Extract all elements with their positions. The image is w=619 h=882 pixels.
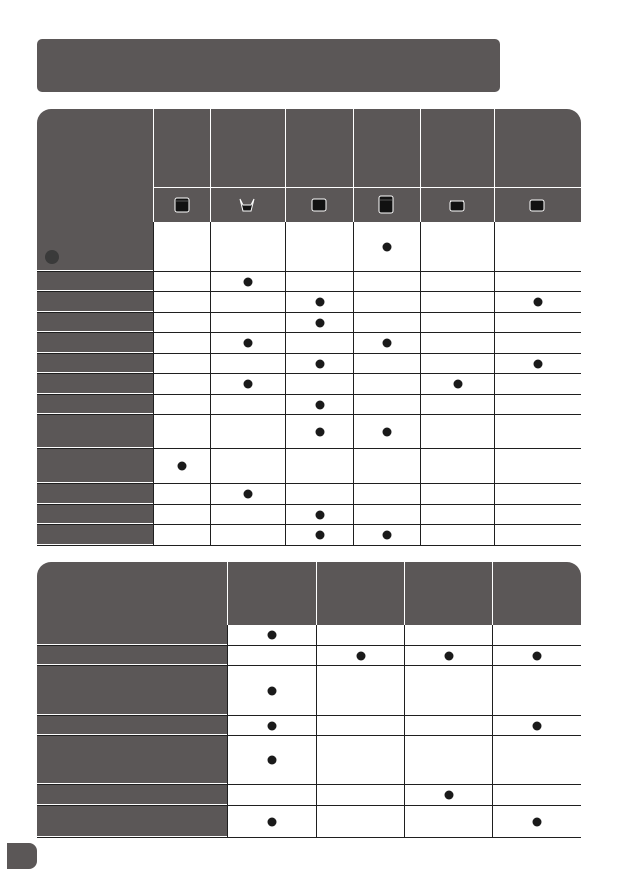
- table-cell: [285, 449, 353, 483]
- table-cell: [227, 806, 316, 837]
- table-cell: [285, 272, 353, 291]
- table-cell: [153, 415, 210, 448]
- table-cell: [404, 736, 492, 784]
- table-cell: [210, 505, 285, 524]
- check-dot: [534, 359, 543, 368]
- check-dot: [533, 721, 542, 730]
- check-dot: [383, 427, 392, 436]
- check-dot: [383, 242, 392, 251]
- row-label-cell: [37, 736, 227, 784]
- table-row: [37, 646, 581, 666]
- check-dot: [268, 756, 277, 765]
- accessory-table: [37, 562, 581, 838]
- tall-bowl-icon: [377, 195, 395, 215]
- table-cell: [420, 292, 494, 312]
- table-row: [37, 222, 581, 272]
- table-cell: [353, 292, 420, 312]
- table-cell: [353, 505, 420, 524]
- table-cell: [420, 374, 494, 394]
- table-cell: [316, 646, 404, 665]
- row-label-cell: [37, 313, 153, 332]
- check-dot: [534, 298, 543, 307]
- check-dot: [178, 462, 187, 471]
- table-cell: [492, 646, 581, 665]
- table-cell: [285, 292, 353, 312]
- table-row: [37, 736, 581, 785]
- table-cell: [404, 785, 492, 805]
- table-cell: [227, 785, 316, 805]
- table-cell: [153, 525, 210, 545]
- table-cell: [353, 313, 420, 332]
- row-label-cell: [37, 625, 227, 645]
- table-row: [37, 333, 581, 354]
- table-cell: [285, 395, 353, 414]
- row-label-cell: [37, 222, 153, 271]
- v-bowl-icon: [238, 196, 256, 214]
- table-cell: [153, 272, 210, 291]
- table-row: [37, 716, 581, 736]
- table-cell: [316, 785, 404, 805]
- table-header: [37, 562, 581, 625]
- check-dot: [268, 686, 277, 695]
- tall-bowl-icon: [173, 196, 191, 214]
- table-cell: [420, 484, 494, 504]
- program-bowl-table: [37, 109, 581, 544]
- table-cell: [494, 415, 581, 448]
- check-dot: [453, 380, 462, 389]
- table-cell: [494, 505, 581, 524]
- page-number-tab: [7, 843, 37, 869]
- row-label-cell: [37, 395, 153, 414]
- table-row: [37, 415, 581, 449]
- table-cell: [420, 222, 494, 271]
- row-label-cell: [37, 525, 153, 545]
- check-dot: [533, 651, 542, 660]
- table-cell: [492, 666, 581, 715]
- table-cell: [153, 449, 210, 483]
- table-row: [37, 505, 581, 525]
- check-dot: [383, 339, 392, 348]
- check-dot: [268, 631, 277, 640]
- table-cell: [353, 484, 420, 504]
- check-dot: [315, 427, 324, 436]
- check-dot: [268, 721, 277, 730]
- table-row: [37, 354, 581, 374]
- table-cell: [227, 716, 316, 735]
- table-cell: [494, 449, 581, 483]
- table-cell: [285, 333, 353, 353]
- table-cell: [404, 625, 492, 645]
- table-cell: [210, 484, 285, 504]
- table-row: [37, 625, 581, 646]
- row-label-cell: [37, 272, 153, 291]
- table-cell: [494, 313, 581, 332]
- table-header: [37, 109, 581, 222]
- row-label-cell: [37, 666, 227, 715]
- table-cell: [404, 716, 492, 735]
- table-cell: [227, 625, 316, 645]
- table-cell: [494, 395, 581, 414]
- table-row: [37, 666, 581, 716]
- table-cell: [285, 484, 353, 504]
- table-row: [37, 525, 581, 546]
- table-cell: [285, 354, 353, 373]
- table-cell: [285, 525, 353, 545]
- check-dot: [315, 298, 324, 307]
- table-cell: [285, 222, 353, 271]
- table-cell: [227, 736, 316, 784]
- shallow-bowl-icon: [528, 196, 546, 214]
- table-cell: [492, 736, 581, 784]
- table-cell: [153, 292, 210, 312]
- table-cell: [404, 806, 492, 837]
- table-row: [37, 806, 581, 838]
- table-cell: [153, 484, 210, 504]
- table-cell: [316, 716, 404, 735]
- shallow-bowl-icon: [448, 196, 466, 214]
- table-cell: [210, 292, 285, 312]
- table-row: [37, 484, 581, 505]
- table-cell: [210, 449, 285, 483]
- table-cell: [285, 505, 353, 524]
- table-cell: [494, 222, 581, 271]
- table-cell: [420, 505, 494, 524]
- check-dot: [315, 359, 324, 368]
- row-label-cell: [37, 449, 153, 483]
- row-label-cell: [37, 354, 153, 373]
- row-label-cell: [37, 333, 153, 353]
- table-cell: [285, 374, 353, 394]
- row-label-cell: [37, 374, 153, 394]
- table-cell: [353, 354, 420, 373]
- section-title-bar: [37, 39, 500, 92]
- row-label-cell: [37, 484, 153, 504]
- table-cell: [353, 395, 420, 414]
- table-cell: [404, 646, 492, 665]
- table-cell: [420, 354, 494, 373]
- check-dot: [533, 817, 542, 826]
- table-cell: [420, 272, 494, 291]
- table-cell: [494, 354, 581, 373]
- table-cell: [153, 333, 210, 353]
- table-cell: [153, 395, 210, 414]
- check-dot: [315, 531, 324, 540]
- check-dot: [444, 651, 453, 660]
- table-cell: [353, 374, 420, 394]
- table-cell: [210, 395, 285, 414]
- table-cell: [353, 222, 420, 271]
- table-cell: [210, 333, 285, 353]
- table-row: [37, 395, 581, 415]
- table-cell: [285, 415, 353, 448]
- check-dot: [244, 339, 253, 348]
- table-cell: [210, 525, 285, 545]
- table-cell: [353, 333, 420, 353]
- table-cell: [404, 666, 492, 715]
- table-cell: [353, 272, 420, 291]
- check-dot: [356, 651, 365, 660]
- table-cell: [494, 333, 581, 353]
- table-cell: [420, 449, 494, 483]
- table-cell: [316, 666, 404, 715]
- check-dot: [383, 531, 392, 540]
- check-dot: [444, 791, 453, 800]
- table-cell: [316, 806, 404, 837]
- check-dot: [315, 318, 324, 327]
- table-cell: [210, 313, 285, 332]
- table-cell: [316, 625, 404, 645]
- table-cell: [420, 333, 494, 353]
- table-cell: [153, 505, 210, 524]
- check-dot: [244, 380, 253, 389]
- check-dot: [244, 277, 253, 286]
- table-row: [37, 449, 581, 484]
- table-cell: [494, 272, 581, 291]
- row-label-cell: [37, 716, 227, 735]
- table-row: [37, 292, 581, 313]
- table-cell: [494, 525, 581, 545]
- table-cell: [353, 525, 420, 545]
- check-dot: [244, 490, 253, 499]
- row-label-cell: [37, 505, 153, 524]
- table-cell: [153, 222, 210, 271]
- table-cell: [153, 354, 210, 373]
- table-cell: [492, 716, 581, 735]
- table-cell: [494, 484, 581, 504]
- check-dot: [315, 510, 324, 519]
- table-cell: [494, 292, 581, 312]
- table-cell: [316, 736, 404, 784]
- check-dot: [315, 400, 324, 409]
- row-label-cell: [37, 785, 227, 805]
- table-cell: [353, 449, 420, 483]
- table-cell: [153, 313, 210, 332]
- table-cell: [420, 525, 494, 545]
- table-cell: [210, 222, 285, 271]
- table-cell: [492, 785, 581, 805]
- table-cell: [353, 415, 420, 448]
- table-row: [37, 313, 581, 333]
- row-label-cell: [37, 415, 153, 448]
- table-cell: [210, 415, 285, 448]
- row-label-cell: [37, 646, 227, 665]
- table-cell: [494, 374, 581, 394]
- start-stop-icon: [45, 250, 59, 264]
- square-bowl-icon: [310, 196, 328, 214]
- table-cell: [492, 625, 581, 645]
- table-row: [37, 785, 581, 806]
- table-cell: [420, 415, 494, 448]
- table-cell: [227, 646, 316, 665]
- row-label-cell: [37, 292, 153, 312]
- table-cell: [492, 806, 581, 837]
- table-row: [37, 374, 581, 395]
- table-cell: [153, 374, 210, 394]
- table-cell: [285, 313, 353, 332]
- check-dot: [268, 817, 277, 826]
- table-cell: [420, 395, 494, 414]
- table-cell: [420, 313, 494, 332]
- table-cell: [210, 272, 285, 291]
- table-cell: [227, 666, 316, 715]
- row-label-cell: [37, 806, 227, 837]
- table-cell: [210, 354, 285, 373]
- table-row: [37, 272, 581, 292]
- table-cell: [210, 374, 285, 394]
